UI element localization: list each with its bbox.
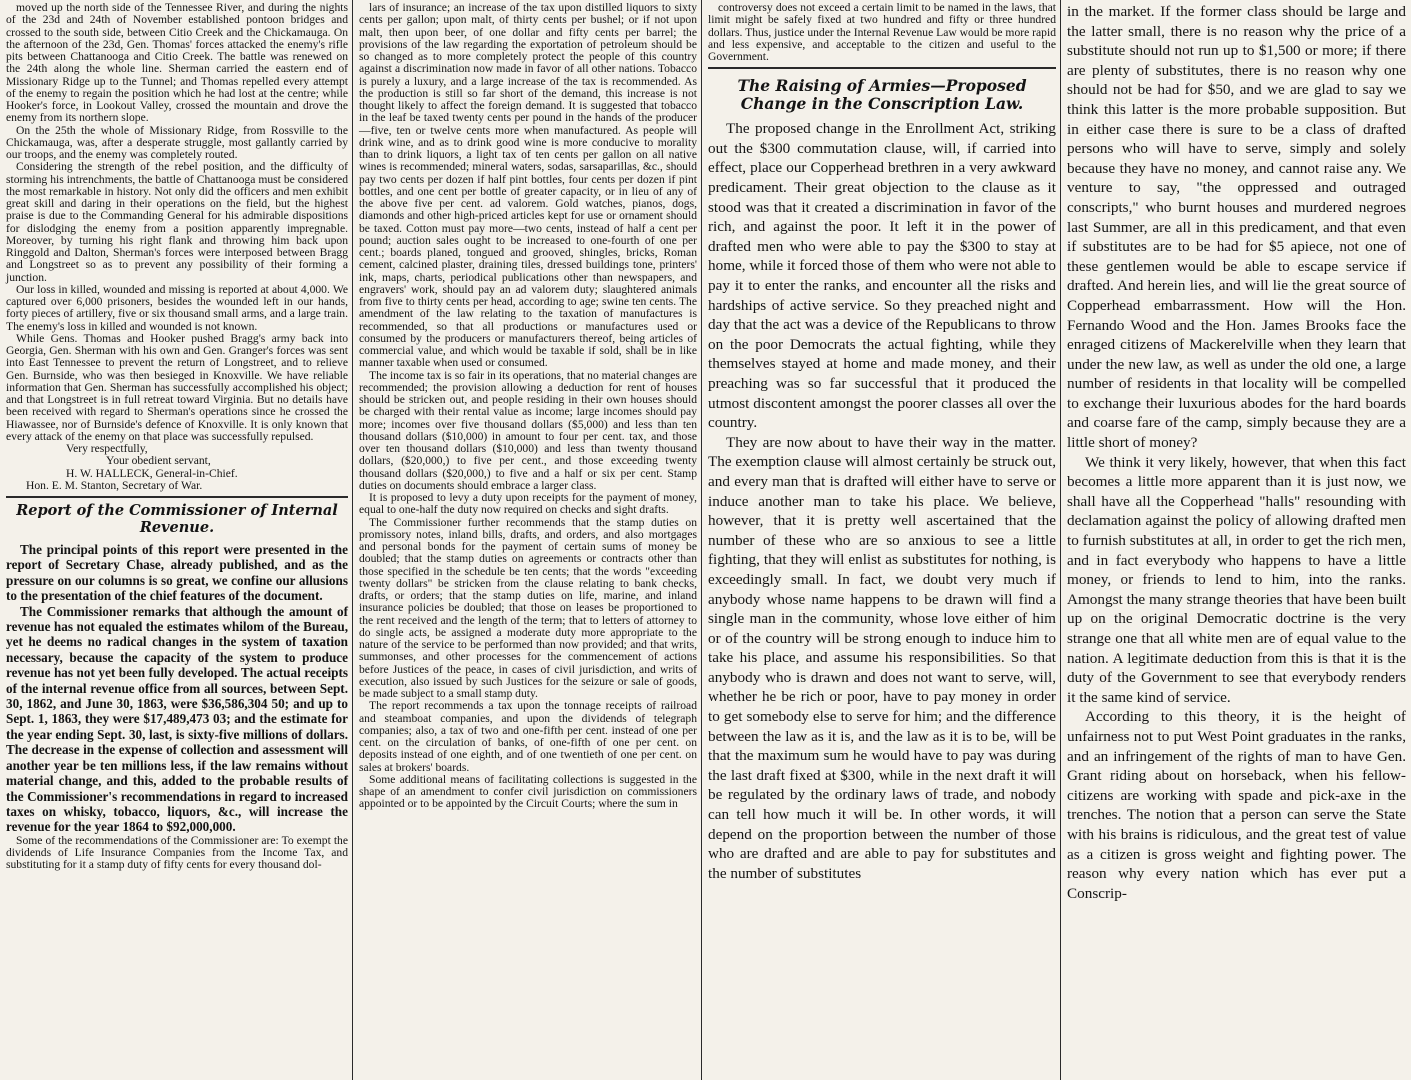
- paragraph: It is proposed to levy a duty upon receipts for the payment of money, equal to one-half the duty now required on checks and sight drafts.: [359, 491, 697, 517]
- paragraph: Considering the strength of the rebel position, and the difficulty of storming his intrenchments, the battle of Chattanooga must be considered the most remarkable in history. Not only did the officers and men exhibit great skill and daring in their operations on the field, but the highest praise is due to the Commanding General for his admirable dispositions for dislodging the enemy from a position apparently impregnable. Moreover, by turning his right flank and throwing him back upon Ringgold and Dalton, Sherman's forces were interposed between Bragg and Longstreet so as to prevent any possibility of their forming a junction.: [6, 160, 348, 284]
- paragraph: The Commissioner remarks that although the amount of revenue has not equaled the estimates whilom of the Bureau, yet he deems no radical changes in the system of taxation necessary, because the capacity of the system to produce revenue has not yet been fully developed. The actual receipts of the internal revenue office from all sources, between Sept. 30, 1862, and June 30, 1863, were $36,586,304 50; and up to Sept. 1, 1863, they were $17,489,473 03; and the estimate for the year ending Sept. 30, last, is sixty-five millions of dollars. The decrease in the expense of collection and assessment will another year be ten millions less, if the law remains without material change, and this, added to the probable results of the Commissioner's recommendations in regard to increased taxes on whisky, tobacco, liquors, &c., will increase the revenue for the year 1864 to $92,000,000.: [6, 603, 348, 835]
- paragraph: They are now about to have their way in the matter. The exemption clause will almost certainly be struck out, and every man that is drafted will either have to serve or induce another man to take his place. We believe, however, that it is pretty well ascertained that the number of these who are so anxious to see a little fighting, that they will enlist as substitutes for nothing, is exceedingly small. In fact, we doubt very much if anybody whose name happens to be drawn will find a single man in the community, whose love either of him or of the country will be strong enough to induce him to take his place, and assume his responsibilities. So that anybody who is drawn and does not want to serve, will, whether he be rich or poor, have to pay money in order to get somebody else to serve for him; and the difference between the law as it is, and the law as it is to be, will be that the maximum sum he would have to pay was during the last draft fixed at $300, while in the next draft it will be regulated by the ordinary laws of trade, and nobody can tell how much it will be. In other words, it will depend on the proportion between the number of those who are drafted and are able to pay for substitutes and the number of substitutes: [708, 433, 1056, 882]
- addressee: Hon. E. M. Stanton, Secretary of War.: [26, 478, 203, 492]
- paragraph: The report recommends a tax upon the tonnage receipts of railroad and steamboat companies, and upon the dividends of telegraph companies; also, a tax of two and one-fifth per cent. instead of one per cent. on the circulation of banks, of one-fifth of one per cent. on deposits instead of one eighth, and of one twentieth of one per cent. on sales at brokers' boards.: [359, 699, 697, 774]
- halleck-dispatch: [6, 2, 348, 492]
- paragraph: controversy does not exceed a certain limit to be named in the laws, that limit might be safely fixed at two hundred and fifty or three hundred dollars. Thus, justice under the Internal Revenue Law would be more rapid and less expensive, and acceptable to the citizen and useful to the Government.: [708, 1, 1056, 63]
- paragraph: lars of insurance; an increase of the tax upon distilled liquors to sixty cents per gallon; upon malt, of thirty cents per bushel; or if not upon malt, then upon beer, of one dollar and fifty cents per barrel; the provisions of the law regarding the exportation of petroleum should be so changed as to more completely protect the people of this country against a discrimination now made in favor of all other nations. Tobacco is purely a luxury, and a large increase of the tax is recommended. As the production is still so far short of the demand, this increase is not thought likely to affect the foreign demand. It is suggested that tobacco in the leaf be taxed twenty cents per pound in the hands of the producer—five, ten or twelve cents more when manufactured. As people will drink wine, and as to drink good wine is more conducive to morality than to drink liquors, a light tax of ten cents per gallon on all native wines is recommended; mineral waters, sodas, sarsaparillas, &c., should pay two cents per dozen if half pint bottles, four cents per dozen if pint bottles, and one cent per bottle of greater capacity, or in lieu of any of the above five per cent. ad valorem. Gold watches, pianos, dogs, diamonds and other high-priced articles kept for use or ornament should be taxed. Cotton must pay more—two cents, instead of half a cent per pound; auction sales ought to be increased to one-fourth of one per cent.; boards planed, tongued and grooved, shingles, bricks, Roman cement, calcined plaster, draining tiles, dressed buildings tone, printers' ink, maps, charts, periodical publications other than newspapers, and engravers' work, should pay an ad valorem duty; slaughtered animals from five to thirty cents per head, according to age; swine ten cents. The amendment of the law relating to the taxation of manufactures is recommended, so that all productions or manufactures used or consumed by the producers or manufacturers thereof, being articles of commercial value, and which would be taxable if sold, shall be in like manner taxable when used or consumed.: [359, 1, 697, 370]
- internal-revenue-report-continued: [6, 835, 348, 872]
- conscription-article-continued: [1067, 2, 1406, 903]
- paragraph: moved up the north side of the Tennessee River, and during the nights of the 23d and 24th of November established pontoon bridges and crossed to the south side, between Citio Creek and the Chickamauga. On the afternoon of the 23d, Gen. Thomas' forces attacked the enemy's rifle pits between Chattanooga and Citio Creek. The battle was renewed on the 24th along the whole line. Sherman carried the eastern end of Missionary Ridge up to the Tunnel; and Thomas repelled every attempt of the enemy to regain the position which he had lost at the centre; while Hooker's force, in Lookout Valley, crossed the mountain and drove the enemy from its northern slope.: [6, 1, 348, 125]
- paragraph: According to this theory, it is the height of unfairness not to put West Point graduates in the ranks, and an infringement of the rights of man to have Gen. Grant riding about on horseback, when his fellow-citizens are working with spade and pick-axe in the trenches. The notion that a person can serve the State with his brains is ridiculous, and the great test of value as a citizen is gross weight and fighting power. The reason why every nation which has ever put a Conscrip-: [1067, 708, 1406, 902]
- paragraph: The principal points of this report were presented in the report of Secretary Chase, already published, and as the pressure on our columns is so great, we confine our allusions to the presentation of the chief features of the document.: [6, 542, 348, 604]
- paragraph: We think it very likely, however, that when this fact becomes a little more apparent than it is just now, we shall have all the Copperhead "halls" resounding with declamation against the policy of allowing drafted men to furnish substitutes at all, in order to get the rich men, and in fact everybody who happens to have a little money, or friends to lend to him, into the ranks. Amongst the many strange theories that have been built up on the original Democratic doctrine is the very strange one that all white men are of equal value to the nation. A legitimate deduction from this is that it is the duty of the Government to see that everybody renders it the same kind of service.: [1067, 453, 1406, 706]
- closing-line: Very respectfully,: [66, 442, 148, 455]
- column-3: [702, 0, 1061, 1080]
- paragraph: Our loss in killed, wounded and missing is reported at about 4,000. We captured over 6,000 prisoners, besides the wounded left in our hands, forty pieces of artillery, five or six thousand small arms, and a large train. The enemy's loss in killed and wounded is not known.: [6, 282, 348, 333]
- article-heading: The Raising of Armies—Proposed Change in the Conscription Law.: [737, 76, 1027, 114]
- column-1: [0, 0, 353, 1080]
- section-rule: [6, 496, 348, 498]
- section-rule: [708, 67, 1056, 69]
- paragraph: On the 25th the whole of Missionary Ridge, from Rossville to the Chickamauga, was, after a desperate struggle, most gallantly carried by our troops, and the enemy was completely routed.: [6, 123, 348, 161]
- paragraph: The proposed change in the Enrollment Act, striking out the $300 commutation clause, will, if carried into effect, place our Copperhead brethren in a very awkward predicament. Their great objection to the clause as it stood was that it created a discrimination in favor of the rich, and against the poor. It left it in the power of drafted men who were able to pay the $300 to stay at home, while it forced those of them who were not able to pay it to enter the ranks, and encounter all the risks and hardships of active service. So they preached night and day that the act was a device of the Republicans to throw on the poor Democrats the actual fighting, while they themselves stayed at home and made money, and their preaching was so far successful that it produced the utmost discontent amongst the poorer classes all over the country.: [708, 120, 1056, 432]
- paragraph: Some of the recommendations of the Commissioner are: To exempt the dividends of Life Insurance Companies from the Income Tax, and substituting for it a stamp duty of fifty cents for every thousand dol-: [6, 833, 348, 872]
- paragraph: Some additional means of facilitating collections is suggested in the shape of an amendment to confer civil jurisdiction on commissioners appointed or to be appointed by the Circuit Courts; where the sum in: [359, 772, 697, 811]
- closing-line: Your obedient servant,: [106, 454, 211, 468]
- column-4: [1061, 0, 1411, 1080]
- paragraph: The Commissioner further recommends that the stamp duties on promissory notes, inland bills, drafts, and orders, and also mortgages and personal bonds for the payment of certain sums of money be doubled; that the stamp duties on agreements or contracts other than those specified in the schedule be ten cents; that the words "exceeding twenty dollars" be stricken from the clause relating to bank checks, drafts, or orders; that the stamp duties on life, marine, and inland insurance policies be doubled; that those on leases be proportioned to the rent received and the length of the term; that to letters of attorney to do single acts, be assigned a moderate duty more appropriate to the nature of the service to be performed than now provided; and that writs, summonses, and other processes for the commencement of actions before Justices of the peace, in cases of civil jurisdiction, and writs of execution, also issued by such Justices for the seizure or sale of goods, be made subject to a small stamp duty.: [359, 515, 697, 700]
- article-heading: Report of the Commissioner of Internal Revenue.: [16, 502, 338, 536]
- signature: H. W. HALLECK, General-in-Chief.: [66, 466, 238, 480]
- internal-revenue-report-end: [708, 2, 1056, 63]
- internal-revenue-report: [6, 542, 348, 835]
- paragraph: While Gens. Thomas and Hooker pushed Bragg's army back into Georgia, Gen. Sherman with his own and Gen. Granger's forces was sent into East Tennessee to prevent the return of Longstreet, and to relieve Gen. Burnside, who was then besieged in Knoxville. We have reliable information that Gen. Sherman has successfully accomplished his object; and that Longstreet is in full retreat toward Virginia. But no details have been received with regard to Sherman's operations since he crossed the Hiawassee, nor of Burnside's defence of Knoxville. It is only known that every attack of the enemy on that place was successfully repulsed.: [6, 331, 348, 443]
- internal-revenue-report-column: [359, 2, 697, 811]
- conscription-article: [708, 119, 1056, 883]
- paragraph: in the market. If the former class should be large and the latter small, there is no reason why the price of a substitute should not run up to $1,500 or more; if there are plenty of substitutes, there is no reason why one should not be had for $50, and we are glad to say we think this latter is the more probable supposition. But in either case there is sure to be a class of drafted persons who will have to serve, simply and solely because they have no money, and cannot raise any. We venture to say, "the oppressed and outraged conscripts," who burnt houses and murdered negroes last Summer, are all in this predicament, and that even if substitutes are to be had for $5 apiece, not one of these gentlemen would be able to escape service if drafted. And herein lies, and will lie the great source of Copperhead embarrassment. How will the Hon. Fernando Wood and the Hon. James Brooks face the enraged citizens of Mackerelville when they learn that under the new law, as well as under the old one, a large number of residents in that locality will be compelled to exchange their luxurious abodes for the hard boards and coarse fare of the camp, simply because they are a little short of money?: [1067, 3, 1406, 452]
- column-2: [353, 0, 702, 1080]
- paragraph: The income tax is so fair in its operations, that no material changes are recommended; the provision allowing a deduction for rent of houses should be stricken out, and people residing in their own houses should be charged with their rental value as income; large incomes should pay more; incomes over five thousand dollars ($5,000) and less than ten thousand dollars ($10,000) in amount to four per cent. tax, and those over ten thousand dollars ($10,000) and less than twenty thousand dollars, ($20,000,) to five per cent., and those exceeding twenty thousand dollars ($20,000,) to five and a half or six per cent. Stamp duties on documents should embrace a larger class.: [359, 368, 697, 492]
